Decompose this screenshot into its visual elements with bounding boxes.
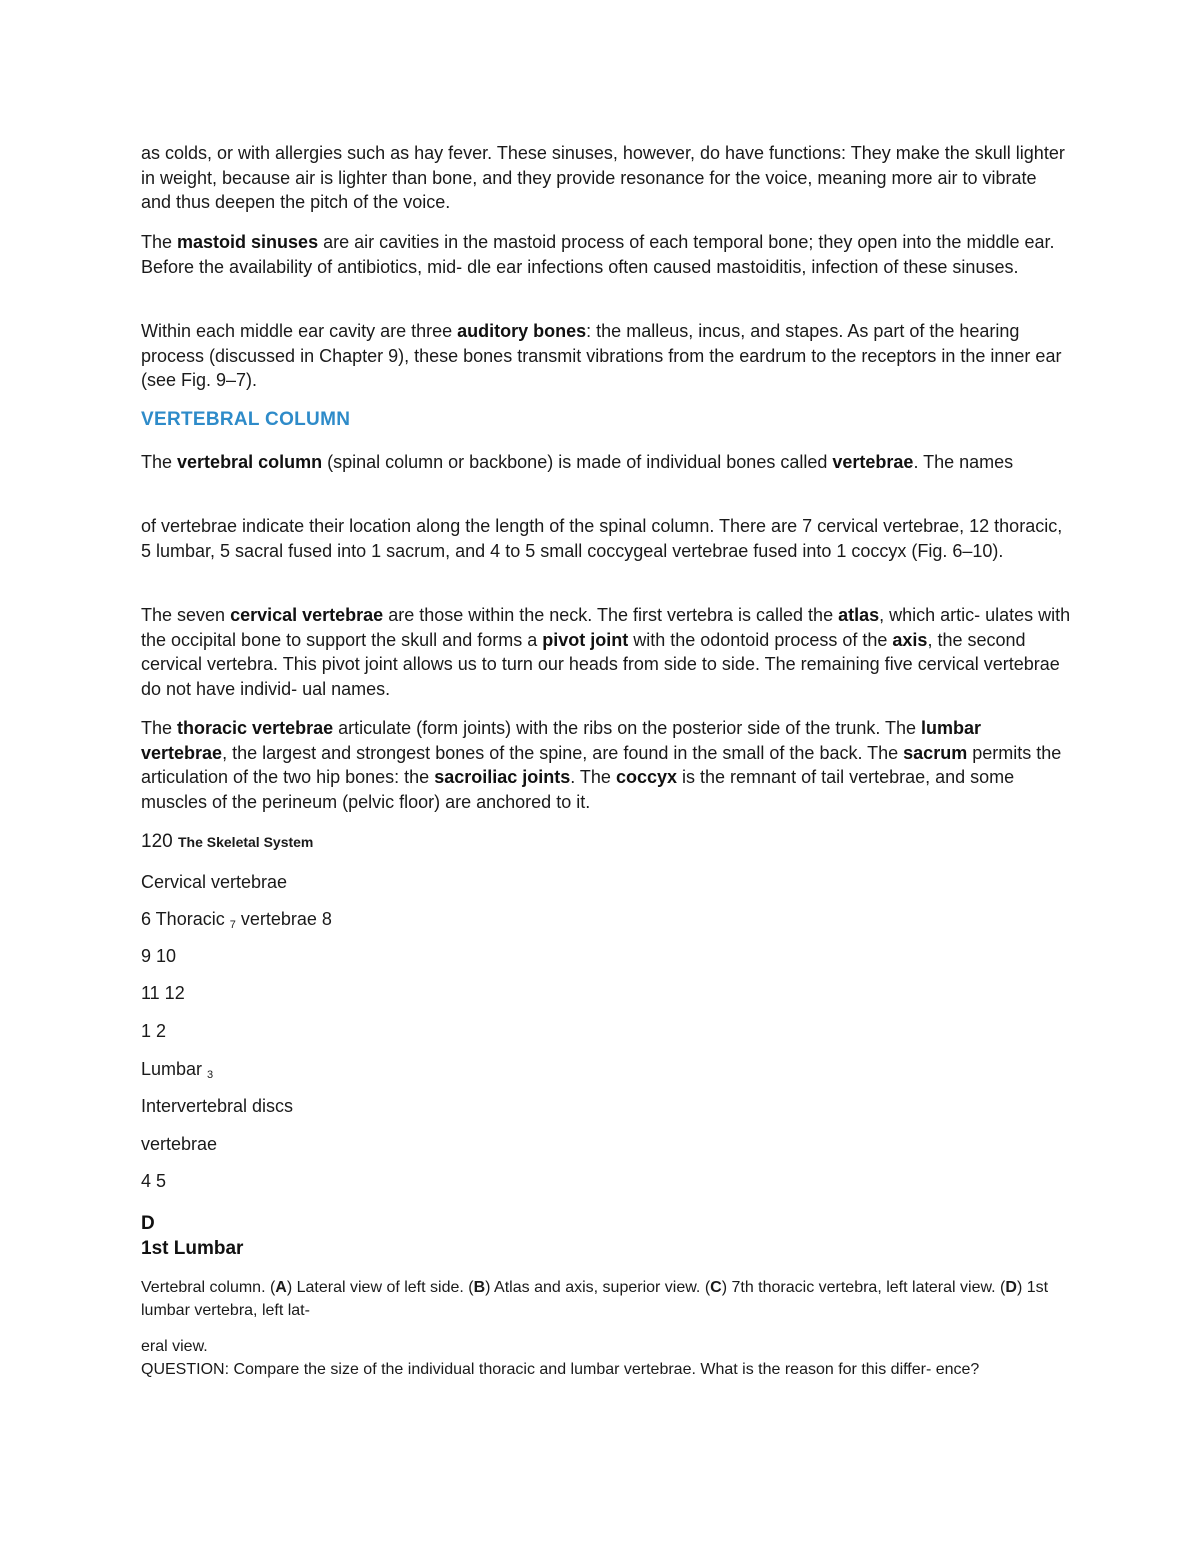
term-atlas: atlas xyxy=(838,605,880,625)
text-run: : the malleus, incus, and stapes. As part of the hearing process (discussed in Chapter 9), these bones transmit vibrations from the eardrum to the receptors in the inner ear (see Fig. 9–7). xyxy=(141,321,1062,390)
term-vertebral-column: vertebral column xyxy=(177,452,323,472)
text-run: ) 1st lumbar vertebra, left lat- xyxy=(141,1279,1049,1319)
text-run: are those within the neck. The first vertebra is called the xyxy=(383,605,839,625)
text-run: vertebrae 8 xyxy=(235,909,332,929)
text-run: ) Lateral view of left side. ( xyxy=(286,1279,474,1296)
text-run: The xyxy=(141,718,178,738)
paragraph-vertebrae-count xyxy=(141,514,1071,563)
caption-question: QUESTION: Compare the size of the individual thoracic and lumbar vertebrae. What is the reason for this differ- ence? xyxy=(141,1360,980,1378)
text-run: permits the articulation of the two hip bones: the xyxy=(141,742,1062,787)
paragraph-thoracic-lumbar xyxy=(141,716,1071,814)
section-heading: VERTEBRAL COLUMN xyxy=(141,409,351,430)
subscript: 7 xyxy=(229,919,236,931)
text-run: with the odontoid process of the xyxy=(628,629,893,650)
text-run: The xyxy=(141,452,178,472)
figure-label-numbers: 1 2 xyxy=(141,1021,167,1041)
paragraph-text: of vertebrae indicate their location along the length of the spinal column. There are 7 cervical vertebrae, 12 thoracic, 5 lumbar, 5 sacral fused into 1 sacrum, and 4 to 5 small coccygeal vertebrae fused into 1 coccyx (Fig. 6–10). xyxy=(141,516,1063,561)
text-run: , the largest and strongest bones of the spine, are found in the small of the back. The xyxy=(222,742,904,763)
figure-label-cervical: Cervical vertebrae xyxy=(141,872,288,892)
figure-panel-label: D xyxy=(141,1213,155,1234)
term-pivot-joint: pivot joint xyxy=(542,629,629,650)
paragraph-sinuses-functions xyxy=(141,141,1071,215)
paragraph-vertebral-column xyxy=(141,450,1071,475)
paragraph-auditory-bones xyxy=(141,319,1071,393)
term-sacroiliac-joints: sacroiliac joints xyxy=(434,767,571,787)
text-run: ) Atlas and axis, superior view. ( xyxy=(485,1279,711,1296)
caption-panel-c: C xyxy=(710,1279,722,1296)
figure-label-lumbar xyxy=(141,1057,213,1087)
term-cervical-vertebrae: cervical vertebrae xyxy=(230,605,384,625)
text-run: are air cavities in the mastoid process of each temporal bone; they open into the middle ear. Before the availability of antibiotics, mid- dle ear infections often caused mastoiditis, infection of these sinuses. xyxy=(141,232,1055,277)
page-header xyxy=(141,830,313,854)
figure-label-numbers: 4 5 xyxy=(141,1171,167,1191)
figure-label-intervertebral-discs: Intervertebral discs xyxy=(141,1096,294,1116)
page-number: 120 xyxy=(141,831,173,852)
text-run: , the second cervical vertebra. This pivot joint allows us to turn our heads from side to side. The remaining five cervical vertebrae do not have individ- ual names. xyxy=(141,629,1060,699)
figure-label-numbers: 11 12 xyxy=(141,983,185,1003)
caption-line: eral view. xyxy=(141,1338,208,1355)
figure-caption-continued xyxy=(141,1336,1061,1381)
figure-panel-title: 1st Lumbar xyxy=(141,1238,244,1259)
caption-panel-a: A xyxy=(275,1279,287,1296)
figure-label-thoracic xyxy=(141,907,332,937)
term-lumbar-vertebrae: lumbar vertebrae xyxy=(141,718,982,763)
paragraph-cervical-vertebrae xyxy=(141,603,1071,701)
text-run: The seven xyxy=(141,605,231,625)
text-run: Lumbar xyxy=(141,1059,208,1079)
text-run: 6 Thoracic xyxy=(141,909,230,929)
term-sacrum: sacrum xyxy=(903,742,968,763)
term-mastoid-sinuses: mastoid sinuses xyxy=(177,232,319,252)
text-run: . The xyxy=(570,767,616,787)
text-run: Within each middle ear cavity are three xyxy=(141,321,458,341)
term-thoracic-vertebrae: thoracic vertebrae xyxy=(177,718,334,738)
chapter-title: The Skeletal System xyxy=(177,834,314,850)
text-run: . The names xyxy=(913,452,1014,472)
figure-label-vertebrae: vertebrae xyxy=(141,1134,218,1154)
subscript: 3 xyxy=(207,1069,214,1081)
text-run: , which artic- ulates with the occipital bone to support the skull and forms a xyxy=(141,605,1071,650)
text-run: Vertebral column. ( xyxy=(141,1279,276,1296)
text-run: articulate (form joints) with the ribs on the posterior side of the trunk. The xyxy=(333,718,922,738)
caption-panel-b: B xyxy=(473,1279,486,1296)
term-axis: axis xyxy=(892,629,928,650)
term-vertebrae: vertebrae xyxy=(832,452,914,472)
paragraph-mastoid-sinuses xyxy=(141,230,1071,279)
figure-label-numbers: 9 10 xyxy=(141,946,177,966)
text-run: is the remnant of tail vertebrae, and some muscles of the perineum (pelvic floor) are anchored to it. xyxy=(141,767,1015,812)
caption-panel-d: D xyxy=(1005,1279,1017,1296)
term-auditory-bones: auditory bones xyxy=(457,321,587,341)
text-run: The xyxy=(141,232,178,252)
text-run: (spinal column or backbone) is made of individual bones called xyxy=(322,452,833,472)
paragraph-text: as colds, or with allergies such as hay fever. These sinuses, however, do have functions: They make the skull lighter in weight, because air is lighter than bone, and they provide resonance for the voice, meaning more air to vibrate and thus deepen the pitch of the voice. xyxy=(141,143,1065,212)
figure-caption xyxy=(141,1277,1061,1322)
text-run: ) 7th thoracic vertebra, left lateral view. ( xyxy=(721,1279,1006,1296)
term-coccyx: coccyx xyxy=(615,767,678,787)
